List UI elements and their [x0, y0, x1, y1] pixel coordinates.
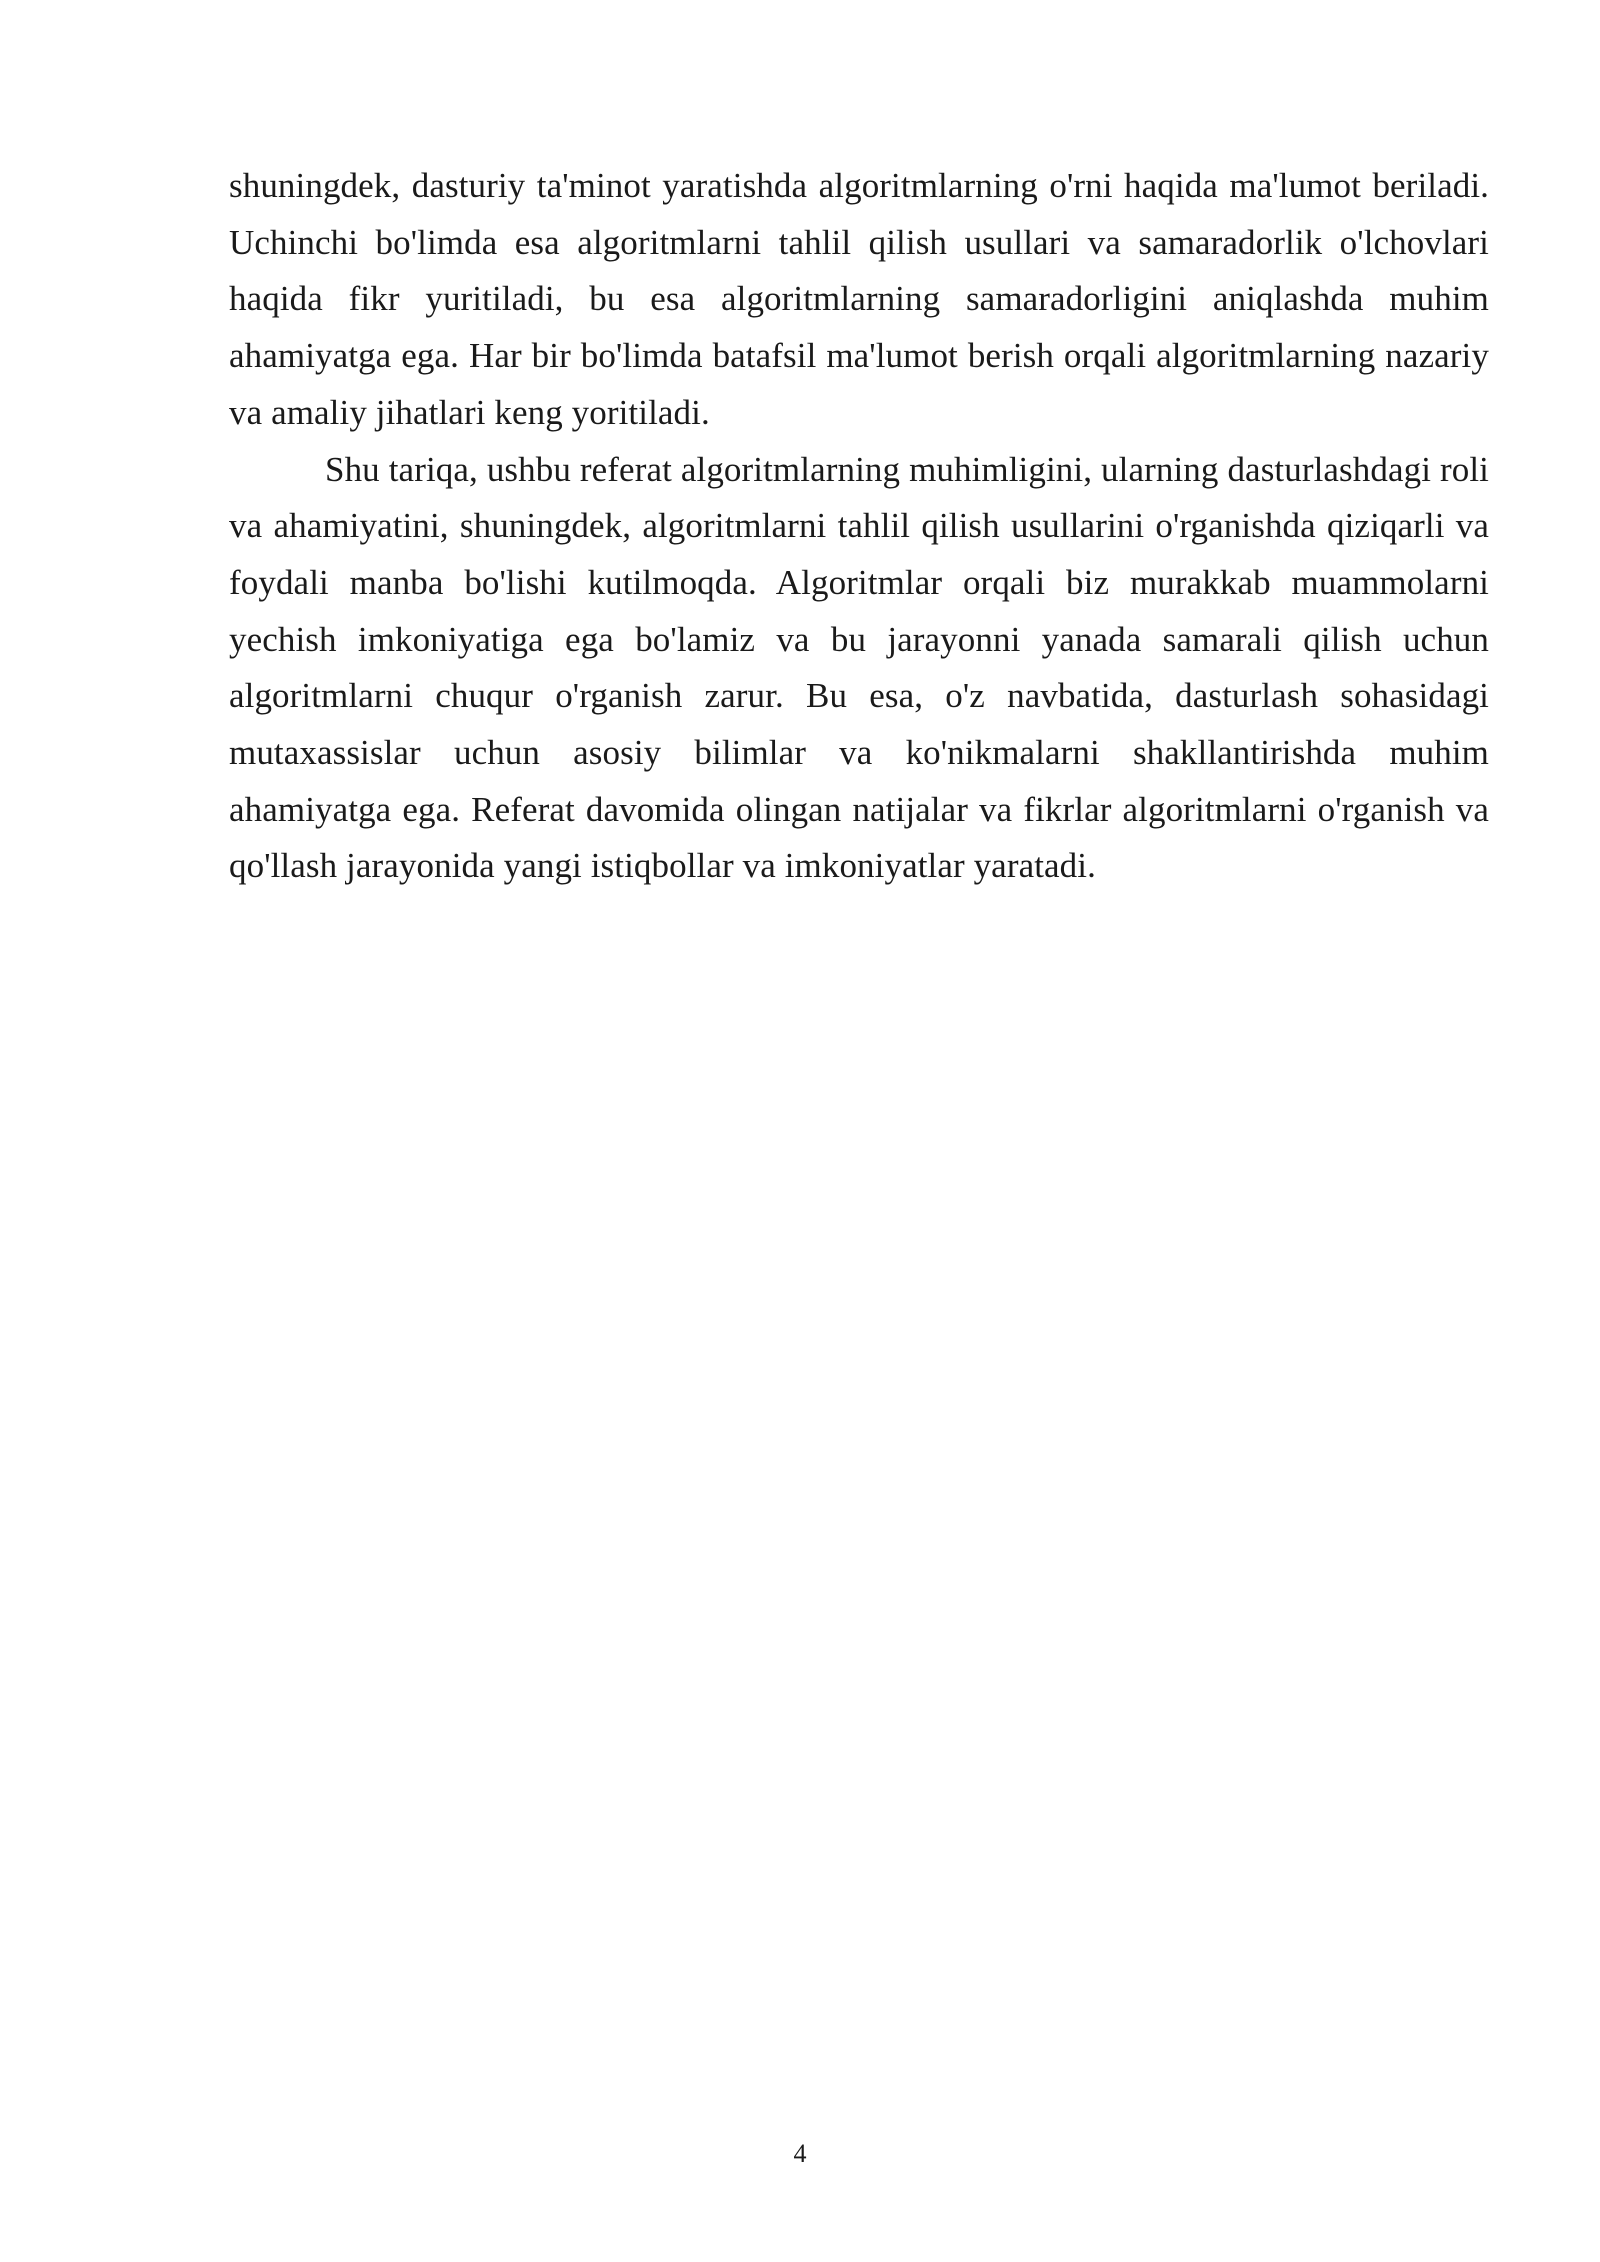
page-number: 4 — [793, 2139, 807, 2168]
paragraph-conclusion: Shu tariqa, ushbu referat algoritmlarning muhimligini, ularning dasturlashdagi roli va ahamiyatini, shuningdek, algoritmlarni tahlil qilish usullarini o'rganishda qiziqarli va foydali manba bo'lishi kutilmoqda. Algoritmlar orqali biz murakkab muammolarni yechish imkoniyatiga ega bo'lamiz va bu jarayonni yanada samarali qilish uchun algoritmlarni chuqur o'rganish zarur. Bu esa, o'z navbatida, dasturlash sohasidagi mutaxassislar uchun asosiy bilimlar va ko'nikmalarni shakllantirishda muhim ahamiyatga ega. Referat davomida olingan natijalar va fikrlar algoritmlarni o'rganish va qo'llash jarayonida yangi istiqbollar va imkoniyatlar yaratadi. — [229, 449, 1489, 886]
paragraph-continuation: shuningdek, dasturiy ta'minot yaratishda algoritmlarning o'rni haqida ma'lumot beriladi. Uchinchi bo'limda esa algoritmlarni tahlil qilish usullari va samaradorlik o'lchovlari haqida fikr yuritiladi, bu esa algoritmlarning samaradorligini aniqlashda muhim ahamiyatga ega. Har bir bo'limda batafsil ma'lumot berish orqali algoritmlarning nazariy va amaliy jihatlari keng yoritiladi. — [229, 166, 1489, 432]
body-text — [229, 158, 1489, 895]
